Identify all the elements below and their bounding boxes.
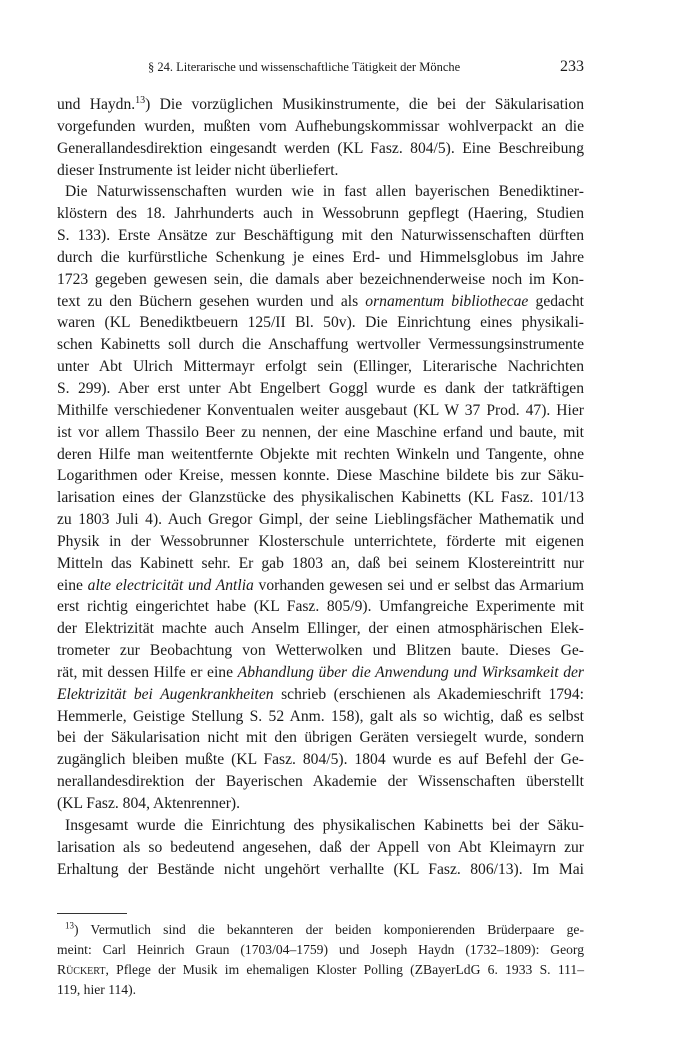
paragraph-3-line: Erhaltung der Bestände nicht ungehört verhallte (KL Fasz. 806/13). Im Mai	[57, 860, 584, 878]
paragraph-2-line: (KL Fasz. 804, Aktenrenner).	[57, 795, 241, 812]
page-number: 233	[560, 58, 584, 75]
footnote-divider	[57, 913, 127, 914]
paragraph-2-line: Elektrizität bei Augenkrankheiten schrieb (erschienen als Akademieschrift 1794:	[57, 685, 584, 703]
italic-term: ornamentum bibliothecae	[365, 292, 529, 310]
footnote-line: 119, hier 114).	[57, 982, 137, 997]
footnote-mark: 13	[65, 920, 74, 931]
paragraph-2-line: 1723 gegeben gewesen sein, die damals aber bezeichnenderweise noch im Kon-	[57, 270, 584, 288]
paragraph-3-line: larisation als so bedeutend angesehen, daß der Appell von Abt Kleimayrn zur	[57, 838, 584, 856]
paragraph-2-line: unter Abt Ulrich Mittermayr erfolgt sein (Ellinger, Literarische Nachrichten	[57, 358, 584, 376]
paragraph-1-line: Generallandesdirektion eingesandt werden (KL Fasz. 804/5). Eine Beschreibung	[57, 139, 584, 157]
paragraph-1-line: dieser Instrumente ist leider nicht überliefert.	[57, 161, 339, 179]
paragraph-2-line: Mitteln das Kabinett sehr. Er gab 1803 an, daß bei seinem Klostereintritt nur	[57, 554, 584, 572]
paragraph-1-line: und Haydn.$^{13}$) Die vorzüglichen Musikinstrumente, die bei der Säkularisation	[57, 94, 584, 113]
paragraph-2-line: Mithilfe verschiedener Konventualen weiter ausgebaut (KL W 37 Prod. 47). Hier	[57, 401, 584, 419]
italic-title: Elektrizität bei Augenkrankheiten	[57, 685, 274, 703]
author-name: Rückert	[57, 962, 106, 977]
paragraph-2-line: S. 133). Erste Ansätze zur Beschäftigung mit den Naturwissenschaften dürften	[57, 227, 584, 245]
paragraph-2-line: zugänglich bleiben mußte (KL Fasz. 804/5). 1804 wurde es auf Befehl der Ge-	[57, 751, 584, 769]
paragraph-2-line: waren (KL Benediktbeuern 125/II Bl. 50v). Die Einrichtung eines physikali-	[57, 314, 584, 332]
footnote-reference[interactable]: 13	[135, 94, 146, 106]
italic-term: alte electricität und Antlia	[87, 576, 254, 594]
paragraph-2-line: nerallandesdirektion der Bayerischen Akademie der Wissenschaften überstellt	[57, 773, 584, 791]
italic-title: Abhandlung über die Anwendung und Wirksamkeit der	[237, 663, 584, 681]
paragraph-2-line: zu 1803 Juli 4). Auch Gregor Gimpl, der seine Lieblingsfächer Mathematik und	[57, 511, 584, 529]
paragraph-2-line: Die Naturwissenschaften wurden wie in fast allen bayerischen Benediktiner-	[65, 183, 584, 201]
paragraph-2-line: S. 299). Aber erst unter Abt Engelbert Goggl wurde es dank der tatkräftigen	[57, 379, 584, 397]
paragraph-3-line: Insgesamt wurde die Einrichtung des physikalischen Kabinetts bei der Säku-	[65, 816, 584, 834]
paragraph-2-line: trometer zur Beobachtung von Wetterwolken und Blitzen baute. Dieses Ge-	[57, 642, 584, 660]
paragraph-2-line: durch die kurfürstliche Schenkung je eines Erd- und Himmelsglobus im Jahre	[57, 248, 584, 266]
paragraph-2-line: Hemmerle, Geistige Stellung S. 52 Anm. 158), galt als so wichtig, daß es selbst	[57, 707, 584, 725]
running-header	[148, 60, 584, 82]
paragraph-2-line: bei der Säkularisation nicht mit den übrigen Geräten versiegelt wurde, sondern	[57, 729, 584, 747]
footnote-line: Rückert, Pflege der Musik im ehemaligen Kloster Polling (ZBayerLdG 6. 1933 S. 111–	[57, 962, 584, 977]
footnote-line: $^{13}$) Vermutlich sind die bekannteren der beiden komponierenden Brüderpaare ge-	[65, 920, 584, 937]
paragraph-2-line: Logarithmen oder Kreise, messen konnte. Diese Maschine bildete bis zur Säku-	[57, 467, 584, 485]
paragraph-2-line: schen Kabinetts soll durch die Anschaffung wertvoller Vermessungsinstrumente	[57, 336, 584, 354]
paragraph-2-line: ist vor allem Thassilo Beer zu nennen, der eine Maschine erfand und baute, mit	[57, 423, 584, 441]
paragraph-2-line: larisation eines der Glanzstücke des physikalischen Kabinetts (KL Fasz. 101/13	[57, 489, 584, 507]
paragraph-2-line: der Elektrizität machte auch Anselm Ellinger, der einen atmosphärischen Elek-	[57, 620, 584, 638]
paragraph-2-line: eine alte electricität und Antlia vorhanden gewesen sei und er selbst das Armarium	[57, 576, 585, 594]
paragraph-2-line: Physik in der Wessobrunner Klosterschule unterrichtete, förderte mit eigenen	[57, 532, 584, 550]
paragraph-2-line: klöstern des 18. Jahrhunderts auch in Wessobrunn gepflegt (Haering, Studien	[57, 205, 584, 223]
paragraph-2-line: text zu den Büchern gesehen wurden und als ornamentum bibliothecae gedacht	[57, 292, 585, 310]
footnote-block	[57, 920, 584, 1000]
paragraph-1-line: vorgefunden wurden, mußten vom Aufhebungskommissar wohlverpackt an die	[57, 117, 584, 135]
paragraph-2-line: erst richtig eingerichtet habe (KL Fasz. 805/9). Umfangreiche Experimente mit	[57, 598, 584, 616]
paragraph-2-line: rät, mit dessen Hilfe er eine Abhandlung über die Anwendung und Wirksamkeit der	[57, 663, 584, 681]
paragraph-2-line: deren Hilfe man weitentfernte Objekte mit rechten Winkeln und Tangente, ohne	[57, 445, 584, 463]
body-text	[57, 94, 584, 880]
running-title: § 24. Literarische und wissenschaftliche Tätigkeit der Mönche	[148, 60, 461, 74]
footnote-line: meint: Carl Heinrich Graun (1703/04–1759) und Joseph Haydn (1732–1809): Georg	[57, 942, 584, 957]
